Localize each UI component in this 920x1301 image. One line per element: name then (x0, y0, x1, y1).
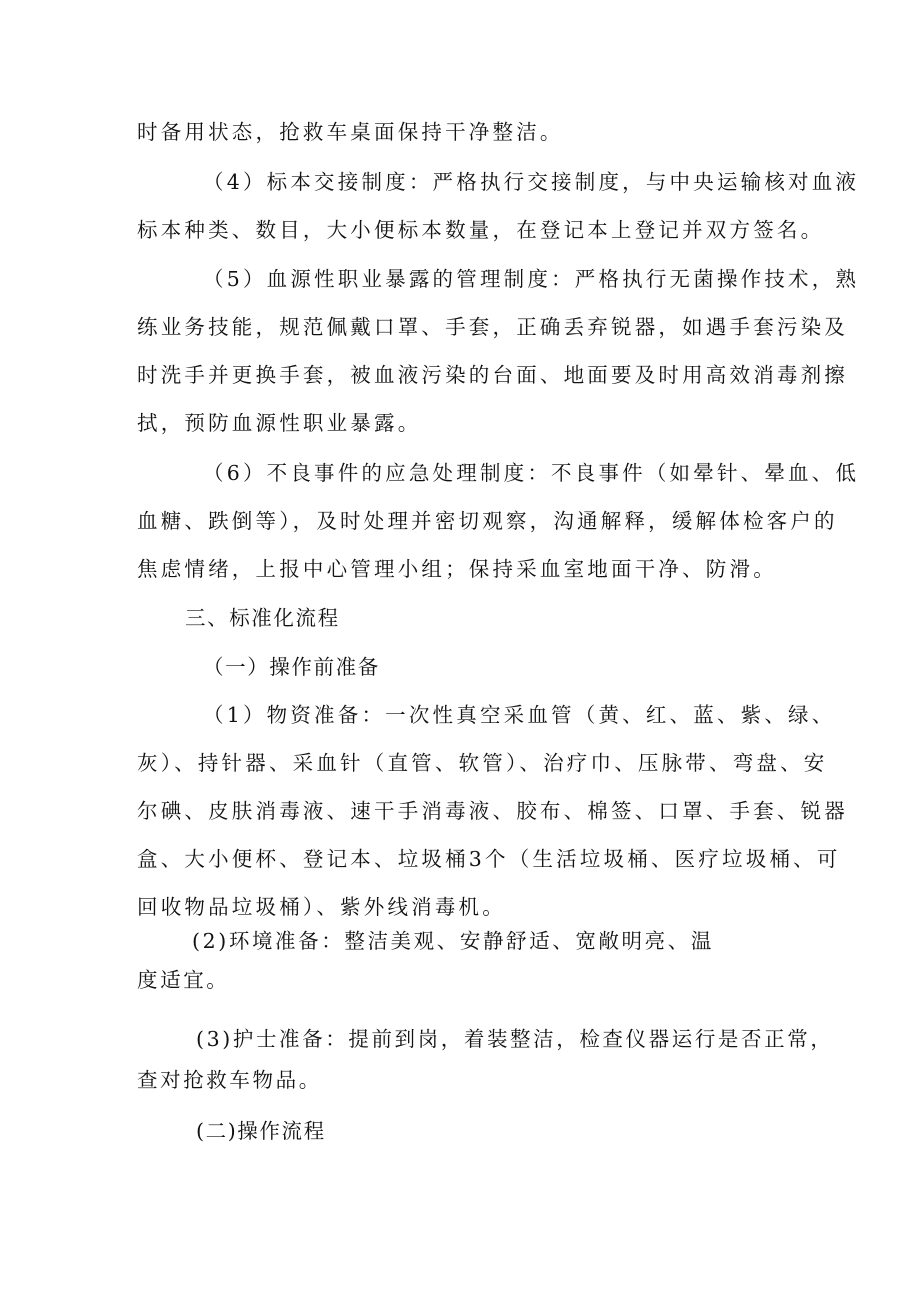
paragraph-line: 时洗手并更换手套，被血液污染的台面、地面要及时用高效消毒剂擦 (137, 363, 848, 387)
paragraph-line: 练业务技能，规范佩戴口罩、手套，正确丢弃锐器，如遇手套污染及 (137, 315, 848, 339)
paragraph-line: 标本种类、数目，大小便标本数量，在登记本上登记并双方签名。 (137, 218, 825, 242)
paragraph-line: (2)环境准备：整洁美观、安静舒适、宽敞明亮、温 (192, 929, 714, 953)
subsection-heading: (二)操作流程 (196, 1119, 326, 1143)
paragraph-line: （1）物资准备：一次性真空采血管（黄、红、蓝、紫、绿、 (203, 703, 836, 727)
paragraph-line: （6）不良事件的应急处理制度：不良事件（如晕针、晕血、低 (203, 461, 860, 485)
paragraph-line: （5）血源性职业暴露的管理制度：严格执行无菌操作技术，熟 (203, 267, 860, 291)
paragraph-line: 度适宜。 (137, 968, 230, 992)
paragraph-line: (3)护士准备：提前到岗，着装整洁，检查仪器运行是否正常， (196, 1027, 834, 1051)
paragraph-line: 盒、大小便杯、登记本、垃圾桶3个（生活垃圾桶、医疗垃圾桶、可 (137, 847, 841, 871)
section-heading: 三、标准化流程 (185, 606, 340, 630)
paragraph-line: 时备用状态，抢救车桌面保持干净整洁。 (137, 120, 564, 144)
paragraph-line: 拭，预防血源性职业暴露。 (137, 411, 422, 435)
paragraph-line: （4）标本交接制度：严格执行交接制度，与中央运输核对血液 (203, 170, 860, 194)
paragraph-line: 灰）、持针器、采血针（直管、软管）、治疗巾、压脉带、弯盘、安 (137, 751, 828, 775)
paragraph-line: 查对抢救车物品。 (137, 1068, 322, 1092)
paragraph-line: 焦虑情绪，上报中心管理小组；保持采血室地面干净、防滑。 (137, 557, 777, 581)
paragraph-line: 尔碘、皮肤消毒液、速干手消毒液、胶布、棉签、口罩、手套、锐器 (137, 799, 848, 823)
paragraph-line: 血糖、跌倒等），及时处理并密切观察，沟通解释，缓解体检客户的 (137, 509, 838, 533)
subsection-heading: （一）操作前准备 (203, 655, 380, 679)
paragraph-line: 回收物品垃圾桶）、紫外线消毒机。 (137, 895, 506, 919)
